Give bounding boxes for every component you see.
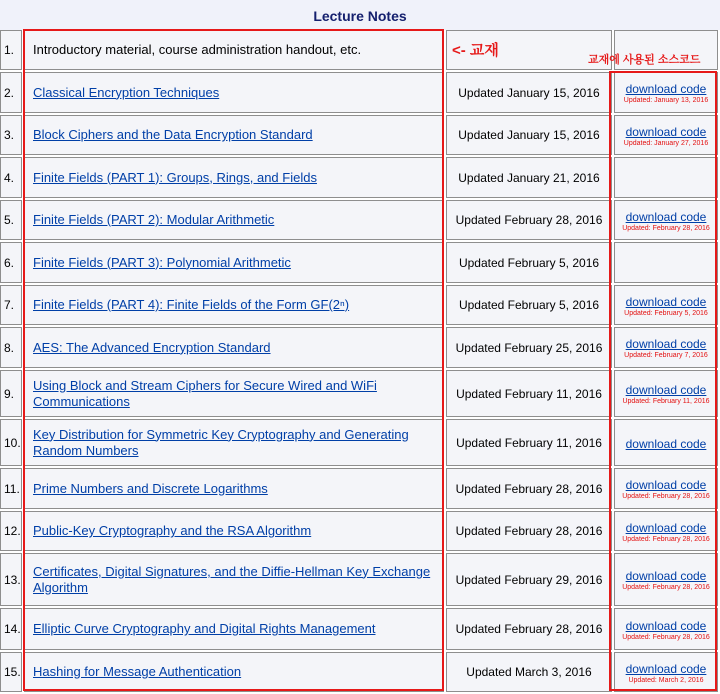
updated-date: Updated February 28, 2016 [455,213,603,227]
row-number-cell [0,652,22,692]
updated-cell [446,511,612,551]
updated-date: Updated February 5, 2016 [458,255,600,270]
table-row [0,553,720,608]
source-code-annotation: 교재에 사용된 소스코드 [588,54,701,66]
row-number-cell [0,370,22,417]
download-updated-note: Updated: February 28, 2016 [622,634,710,641]
table-row [0,327,720,370]
row-number: 5. [4,213,15,227]
updated-date: Updated February 29, 2016 [455,572,603,587]
row-number-cell [0,30,22,70]
download-code-link[interactable]: download code [625,125,707,139]
row-number: 15. [4,665,21,679]
updated-cell [446,157,612,198]
lecture-title-cell [24,468,444,509]
textbook-annotation: <- 교재 [452,42,499,59]
updated-date: Updated February 28, 2016 [455,524,603,538]
updated-date: Updated February 11, 2016 [456,435,602,450]
table-header [0,0,720,30]
lecture-title-text: Introductory material, course administration handout, etc. [33,42,362,57]
lecture-title-cell [24,419,444,466]
lecture-title-link[interactable]: Block Ciphers and the Data Encryption Standard [33,127,313,142]
row-number-cell [0,327,22,368]
download-updated-note: Updated: February 28, 2016 [622,225,710,232]
download-updated-note: Updated: March 2, 2016 [628,677,704,684]
download-code-link[interactable]: download code [625,619,707,633]
row-number: 8. [4,340,15,355]
table-row [0,72,720,115]
download-code-link[interactable]: download code [625,437,707,451]
row-number-cell [0,553,22,606]
download-updated-note: Updated: January 13, 2016 [623,97,709,104]
updated-cell [446,285,612,325]
lecture-title-cell [24,608,444,650]
row-number: 7. [4,298,15,312]
updated-date: Updated February 28, 2016 [455,481,603,496]
row-number-cell [0,157,22,198]
row-number: 6. [4,255,15,270]
table-row [0,115,720,157]
download-updated-note: Updated: February 28, 2016 [622,493,710,500]
updated-cell [446,72,612,113]
download-updated-note: Updated: February 28, 2016 [622,536,710,543]
lecture-title-link[interactable]: Finite Fields (PART 1): Groups, Rings, and Fields [33,169,317,185]
lecture-title-cell [24,652,444,692]
updated-date: Updated January 15, 2016 [458,128,600,142]
download-code-link[interactable]: download code [625,662,707,676]
lecture-title-link[interactable]: Finite Fields (PART 4): Finite Fields of the Form GF(2ⁿ) [33,297,350,312]
download-code-link[interactable]: download code [625,569,707,583]
lecture-title-cell [24,370,444,417]
download-cell [614,652,718,692]
download-cell [614,285,718,325]
lecture-title-link[interactable]: Finite Fields (PART 3): Polynomial Arithmetic [33,254,291,270]
row-number: 9. [4,386,15,401]
row-number: 2. [4,85,15,100]
updated-cell [446,553,612,606]
download-code-link[interactable]: download code [625,210,707,224]
download-cell [614,115,718,155]
table-row [0,419,720,468]
row-number: 1. [4,43,15,57]
download-updated-note: Updated: February 7, 2016 [624,352,708,359]
updated-date: Updated February 11, 2016 [456,386,602,401]
download-code-link[interactable]: download code [625,521,707,535]
lecture-title-link[interactable]: Prime Numbers and Discrete Logarithms [33,480,268,496]
updated-cell [446,608,612,650]
lecture-title-cell [24,327,444,368]
row-number-cell [0,419,22,466]
table-row [0,285,720,327]
download-cell [614,468,718,509]
download-cell [614,511,718,551]
table-row [0,652,720,694]
lecture-title-link[interactable]: Key Distribution for Symmetric Key Cryptography and Generating Random Numbers [33,426,409,458]
row-number-cell [0,608,22,650]
download-code-link[interactable]: download code [625,337,707,351]
table-row [0,200,720,242]
download-cell [614,200,718,240]
updated-cell [446,327,612,368]
lecture-title-cell [24,553,444,606]
lecture-title-link[interactable]: Certificates, Digital Signatures, and the Diffie-Hellman Key Exchange Algorithm [33,563,431,595]
row-number: 11. [4,481,20,496]
table-row [0,242,720,285]
updated-date: Updated February 25, 2016 [455,340,603,355]
row-number: 12. [4,524,21,538]
updated-cell [446,468,612,509]
download-cell [614,608,718,650]
updated-date: Updated January 15, 2016 [458,85,600,100]
lecture-title-link[interactable]: Elliptic Curve Cryptography and Digital Rights Management [33,621,376,636]
updated-date: Updated January 21, 2016 [458,170,600,185]
download-cell [614,327,718,368]
lecture-title-cell [24,157,444,198]
lecture-title-link[interactable]: Using Block and Stream Ciphers for Secure Wired and WiFi Communications [33,377,377,409]
updated-cell [446,370,612,417]
table-row [0,468,720,511]
lecture-title-link[interactable]: AES: The Advanced Encryption Standard [33,339,271,355]
table-row [0,511,720,553]
row-number: 13. [4,572,21,587]
download-cell [614,553,718,606]
updated-date: Updated February 5, 2016 [458,298,600,312]
updated-date: Updated February 28, 2016 [455,622,603,636]
download-updated-note: Updated: February 11, 2016 [622,398,710,405]
row-number-cell [0,285,22,325]
download-updated-note: Updated: January 27, 2016 [623,140,709,147]
download-code-link[interactable]: download code [625,295,707,309]
row-number-cell [0,468,22,509]
lecture-title-cell [24,115,444,155]
lecture-title-link[interactable]: Public-Key Cryptography and the RSA Algorithm [33,523,312,538]
lecture-title-cell [24,30,444,70]
download-updated-note: Updated: February 5, 2016 [624,310,708,317]
lecture-title-cell [24,242,444,283]
download-cell [614,72,718,113]
lecture-title-cell [24,200,444,240]
lecture-title-link[interactable]: Classical Encryption Techniques [33,84,220,100]
row-number: 14. [4,622,21,636]
row-number-cell [0,72,22,113]
updated-date: Updated March 3, 2016 [466,665,592,679]
row-number: 4. [4,170,15,185]
updated-cell [446,652,612,692]
updated-cell [446,419,612,466]
lecture-title-cell [24,511,444,551]
updated-cell [446,242,612,283]
table-row [0,370,720,419]
table-row [0,157,720,200]
download-cell [614,242,718,283]
row-number-cell [0,200,22,240]
download-cell [614,157,718,198]
table-row [0,608,720,652]
updated-cell [446,200,612,240]
download-code-link[interactable]: download code [625,478,707,492]
download-code-link[interactable]: download code [625,383,707,397]
row-number-cell [0,511,22,551]
row-number: 3. [4,128,15,142]
updated-cell [446,115,612,155]
lecture-title-link[interactable]: Hashing for Message Authentication [33,664,242,679]
download-code-link[interactable]: download code [625,82,707,96]
lecture-title-cell [24,285,444,325]
row-number-cell [0,242,22,283]
download-updated-note: Updated: February 28, 2016 [622,584,710,591]
row-number: 10. [4,435,21,450]
lecture-title-link[interactable]: Finite Fields (PART 2): Modular Arithmetic [33,212,275,227]
download-cell [614,419,718,466]
lecture-title-cell [24,72,444,113]
page-title: Lecture Notes [313,8,407,24]
download-cell [614,370,718,417]
row-number-cell [0,115,22,155]
